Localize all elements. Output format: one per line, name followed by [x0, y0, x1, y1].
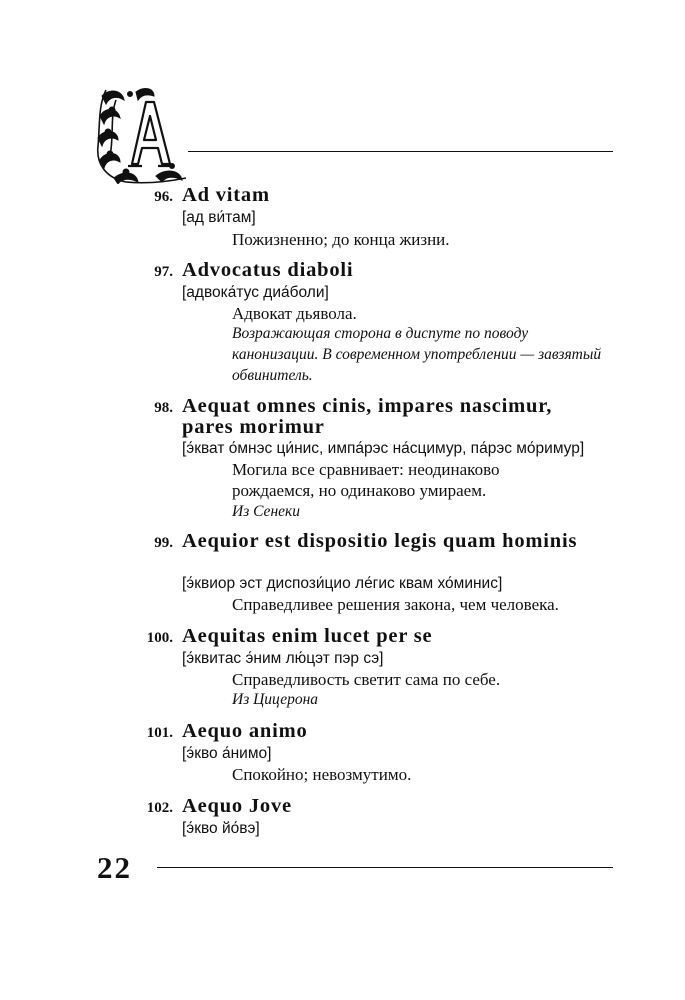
entry-number: 102.: [146, 800, 173, 816]
entry-latin-phrase: Advocatus diaboli: [182, 259, 354, 281]
entry-latin-phrase: Aequo animo: [182, 720, 308, 742]
entry-transcription: [э́кво йо́вэ]: [182, 820, 260, 837]
entry-meaning: Справедливость светит сама по себе.: [232, 670, 501, 689]
entry-latin-phrase: Ad vitam: [182, 184, 270, 206]
entry-number: 99.: [154, 535, 173, 551]
entry-meaning: Пожизненно; до конца жизни.: [232, 230, 450, 249]
entry-number: 98.: [154, 400, 173, 416]
entry-number: 100.: [146, 630, 173, 646]
entry-latin-phrase: Aequo Jove: [182, 795, 292, 817]
top-rule: [188, 151, 613, 152]
entry-transcription: [э́квитас э́ним лю́цэт пэр сэ]: [182, 650, 384, 667]
page-number: 22: [97, 850, 132, 885]
entry-transcription: [э́кво а́нимо]: [182, 745, 272, 762]
entry-transcription: [адвока́тус диа́боли]: [182, 284, 329, 301]
entry-number: 101.: [146, 725, 173, 741]
entry-latin-phrase: Aequior est dispositio legis quam hominis: [182, 530, 578, 552]
entry-latin-phrase: Aequitas enim lucet per se: [182, 625, 433, 647]
entry-meaning: Адвокат дьявола.: [232, 304, 357, 323]
entry-number: 96.: [154, 189, 173, 205]
entry-note: Из Сенеки: [232, 503, 301, 520]
bottom-rule: [157, 867, 613, 868]
entry-number: 97.: [154, 264, 173, 280]
ornamental-letter-a-icon: [96, 86, 190, 184]
entry-latin-phrase: Aequat omnes cinis, impares nascimur, pares morimur: [182, 395, 553, 438]
entry-meaning: Справедливее решения закона, чем человека.: [232, 595, 559, 614]
entry-note: Возражающая сторона в диспуте по поводу канонизации. В современном употреблении — завзятый обвинитель.: [232, 325, 602, 384]
entry-transcription: [э́кват о́мнэс ци́нис, импа́рэс на́сцимур, па́рэс мо́римур]: [182, 440, 585, 457]
entry-transcription: [ад ви́там]: [182, 209, 256, 226]
entry-note: Из Цицерона: [232, 691, 319, 708]
entry-meaning: Спокойно; невозмутимо.: [232, 765, 412, 784]
entry-meaning: Могила все сравнивает: неодинаково рождаемся, но одинаково умираем.: [232, 460, 500, 500]
entry-transcription: [э́квиор эст диспози́цио ле́гис квам хо́минис]: [182, 575, 503, 592]
